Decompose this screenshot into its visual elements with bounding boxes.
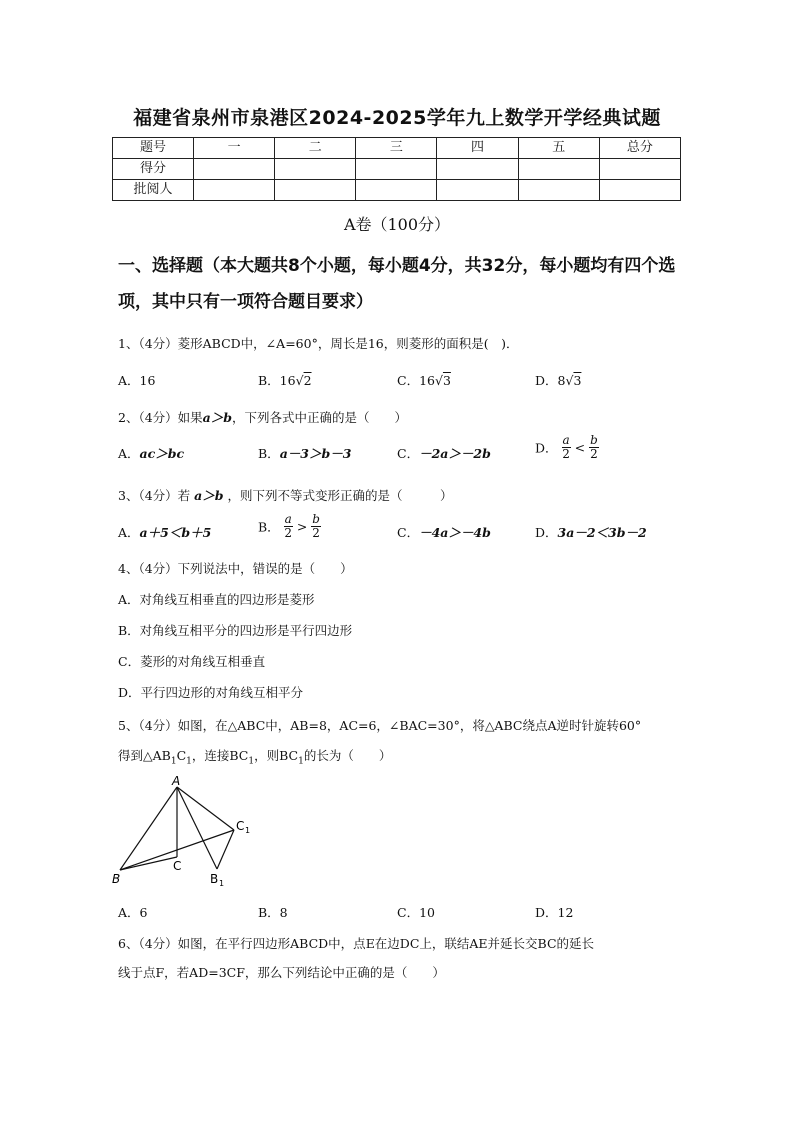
question-1-stem: 1、（4分）菱形ABCD中，∠A=60°，周长是16，则菱形的面积是( )． [118, 336, 519, 351]
question-2-option-c[interactable]: C．－2a＞－2b [397, 446, 491, 461]
question-2-option-d[interactable]: D． $\frac{a}{2}$ < $\frac{b}{2}$ [535, 433, 598, 461]
figure-label-b1-sub: 1 [219, 879, 225, 888]
question-5-option-b[interactable]: B．8 [258, 905, 288, 920]
figure-label-c1: C [236, 819, 245, 833]
question-5-option-a[interactable]: A．6 [118, 905, 148, 920]
figure-label-a: A [172, 774, 181, 788]
table-header-cell: 一 [194, 138, 275, 159]
question-3-option-a[interactable]: A．a＋5＜b＋5 [118, 525, 212, 540]
question-5-stem-line1: 5、（4分）如图，在△ABC中，AB=8，AC=6，∠BAC=30°，将△ABC绕点A逆时针旋转60° [118, 718, 642, 733]
table-header-cell: 三 [356, 138, 437, 159]
question-3-option-b[interactable]: B． $\frac{a}{2}$ > $\frac{b}{2}$ [258, 512, 320, 540]
question-5-option-c[interactable]: C．10 [397, 905, 435, 920]
question-3-option-d[interactable]: D．3a－2＜3b－2 [535, 525, 647, 540]
question-1-option-a[interactable]: A．16 [118, 373, 156, 388]
table-header-cell: 五 [518, 138, 599, 159]
grader-cell[interactable] [437, 180, 518, 201]
grader-cell[interactable] [194, 180, 275, 201]
figure-label-b1: B [210, 872, 219, 886]
question-6-stem-line1: 6、（4分）如图，在平行四边形ABCD中，点E在边DC上，联结AE并延长交BC的延长 [118, 936, 595, 951]
question-1-option-c[interactable]: C．16√3 [397, 373, 451, 388]
question-3-option-c[interactable]: C．－4a＞－4b [397, 525, 491, 540]
grader-cell[interactable] [599, 180, 680, 201]
question-2-option-b[interactable]: B．a－3＞b－3 [258, 446, 352, 461]
table-row [113, 159, 681, 180]
table-row-label: 得分 [113, 159, 194, 180]
score-cell[interactable] [356, 159, 437, 180]
score-cell[interactable] [599, 159, 680, 180]
score-cell[interactable] [518, 159, 599, 180]
question-5-option-d[interactable]: D．12 [535, 905, 574, 920]
figure-label-c: C [173, 859, 182, 873]
question-4-option-c[interactable]: C．菱形的对角线互相垂直 [118, 654, 266, 669]
page-title: 福建省泉州市泉港区2024-2025学年九上数学开学经典试题 [133, 107, 661, 129]
grader-cell[interactable] [356, 180, 437, 201]
question-2-stem: 2、（4分）如果a＞b，下列各式中正确的是（ ） [118, 410, 408, 425]
question-5-figure [112, 772, 272, 892]
figure-label-b: B [112, 872, 121, 886]
question-1-option-b[interactable]: B．16√2 [258, 373, 312, 388]
question-4-option-d[interactable]: D．平行四边形的对角线互相平分 [118, 685, 304, 700]
question-4-stem: 4、（4分）下列说法中，错误的是（ ） [118, 561, 353, 576]
question-2-option-a[interactable]: A．ac＞bc [118, 446, 185, 461]
question-1-option-d[interactable]: D．8√3 [535, 373, 582, 388]
score-cell[interactable] [437, 159, 518, 180]
table-header-cell: 题号 [113, 138, 194, 159]
grader-cell[interactable] [518, 180, 599, 201]
table-header-cell: 四 [437, 138, 518, 159]
table-row-label: 批阅人 [113, 180, 194, 201]
figure-label-c1-sub: 1 [245, 826, 251, 835]
score-table [112, 137, 681, 201]
grader-cell[interactable] [275, 180, 356, 201]
table-header-cell: 二 [275, 138, 356, 159]
question-3-stem: 3、（4分）若 a＞b ，则下列不等式变形正确的是（ ） [118, 488, 453, 503]
score-cell[interactable] [194, 159, 275, 180]
table-header-cell: 总分 [599, 138, 680, 159]
question-5-stem-line2: 得到$\triangle AB_1C_1$，连接$BC_1$，则$BC_1$的长为（ ） [118, 748, 392, 767]
question-4-option-b[interactable]: B．对角线互相平分的四边形是平行四边形 [118, 623, 353, 638]
part-one-heading: 一、选择题（本大题共8个小题，每小题4分，共32分，每小题均有四个选项，其中只有一项符合题目要求） [118, 256, 676, 312]
question-6-stem-line2: 线于点F，若AD=3CF，那么下列结论中正确的是（ ） [118, 965, 445, 980]
table-row [113, 180, 681, 201]
table-row [113, 138, 681, 159]
section-a-title: A卷（100分） [343, 215, 451, 234]
question-4-option-a[interactable]: A．对角线互相垂直的四边形是菱形 [118, 592, 315, 607]
score-cell[interactable] [275, 159, 356, 180]
